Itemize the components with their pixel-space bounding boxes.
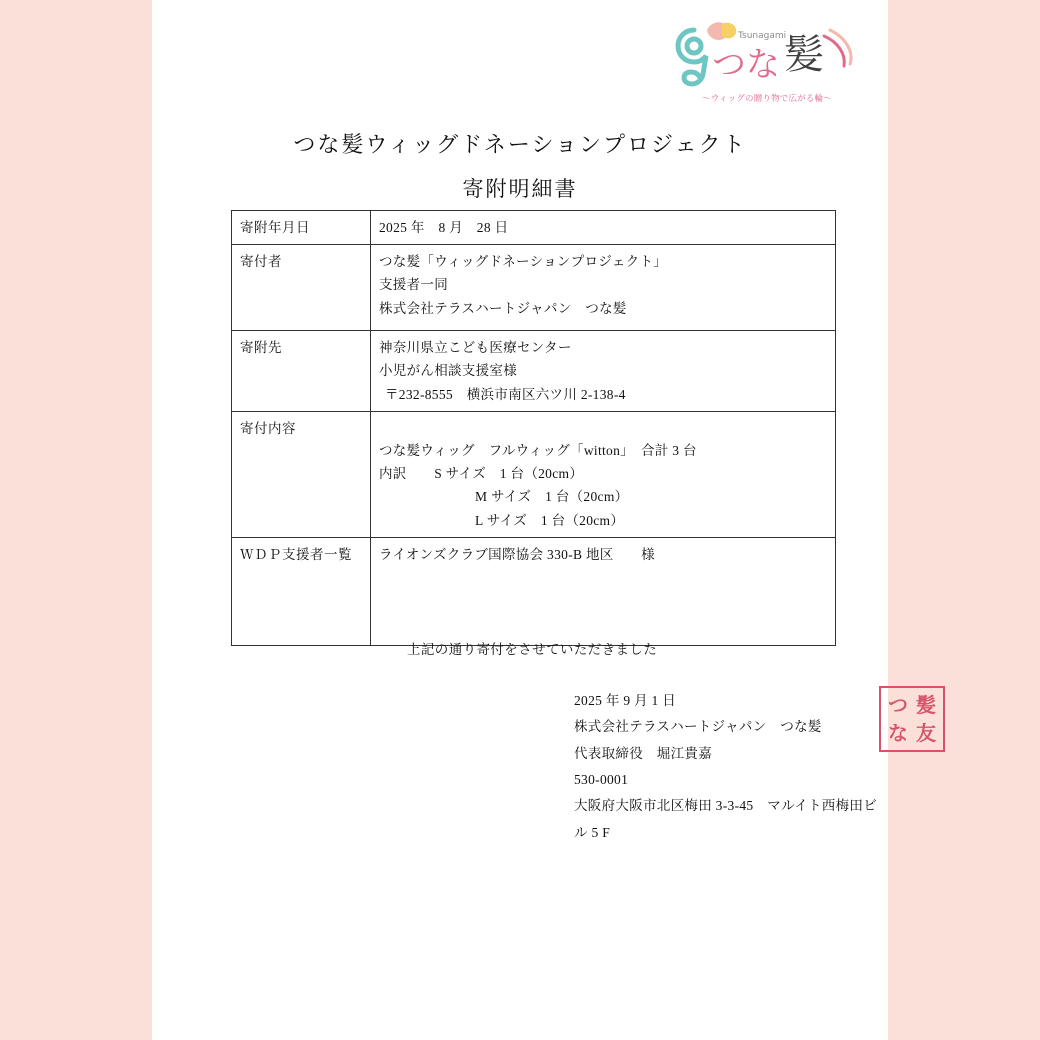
seal-char: つ [888,693,908,717]
signature-block [574,688,888,846]
value-line: つな髪ウィッグ フルウィッグ「witton」 合計 3 台 [379,442,697,458]
signature-company: 株式会社テラスハートジャパン つな髪 [574,719,822,735]
seal-char: な [888,721,908,745]
logo-mark-icon [672,18,862,90]
row-label: 寄付者 [232,245,371,331]
row-value [371,245,836,331]
table-row [232,211,836,245]
value-line: 2025 年 8 月 28 日 [379,220,509,235]
donation-detail-table [231,210,836,646]
seal-char: 髪 [916,693,936,717]
value-line: 支援者一同 [379,277,448,293]
company-seal [879,686,945,752]
signature-date: 2025 年 9 月 1 日 [574,693,677,708]
page-title: つな髪ウィッグドネーションプロジェクト [293,132,747,157]
value-line: 神奈川県立こども医療センター [379,340,572,356]
value-line: 内訳 S サイズ 1 台（20cm） [379,466,584,482]
table-row [232,411,836,537]
row-label: 寄付内容 [232,411,371,537]
svg-text:Tsunagami: Tsunagami [738,31,787,41]
row-value [371,411,836,537]
table-row [232,245,836,331]
seal-char: 友 [916,721,936,745]
signature-postal-code: 530-0001 [574,771,629,787]
value-line: ライオンズクラブ国際協会 330-B 地区 様 [379,546,655,562]
value-line: つな髪「ウィッグドネーションプロジェクト」 [379,254,668,270]
table-row [232,537,836,645]
value-line: 小児がん相談支援室様 [379,363,517,379]
value-line: M サイズ 1 台（20cm） [475,489,629,505]
document-page [152,0,936,1040]
value-line: 〒232-8555 横浜市南区六ツ川 2-138-4 [385,386,626,402]
value-line: 株式会社テラスハートジャパン つな髪 [379,300,627,316]
row-label: 寄附先 [232,331,371,412]
row-label: 寄附年月日 [232,211,371,245]
tsunagami-logo [672,18,862,113]
confirmation-note: 上記の通り寄付をさせていただきました [407,642,658,657]
signature-address: 大阪府大阪市北区梅田 3-3-45 マルイト西梅田ビル 5 F [574,798,877,840]
svg-text:つな: つな [712,47,780,84]
row-value [371,211,836,245]
table-row [232,331,836,412]
logo-tagline: 〜ウィッグの贈り物で広がる輪〜 [702,94,832,104]
svg-text:髪: 髪 [784,32,824,77]
value-line: L サイズ 1 台（20cm） [475,512,625,528]
page-subtitle: 寄附明細書 [462,177,578,201]
row-value [371,537,836,645]
row-label: ＷＤＰ支援者一覧 [232,537,371,645]
signature-representative: 代表取締役 堀江貴嘉 [574,745,712,761]
row-value [371,331,836,412]
